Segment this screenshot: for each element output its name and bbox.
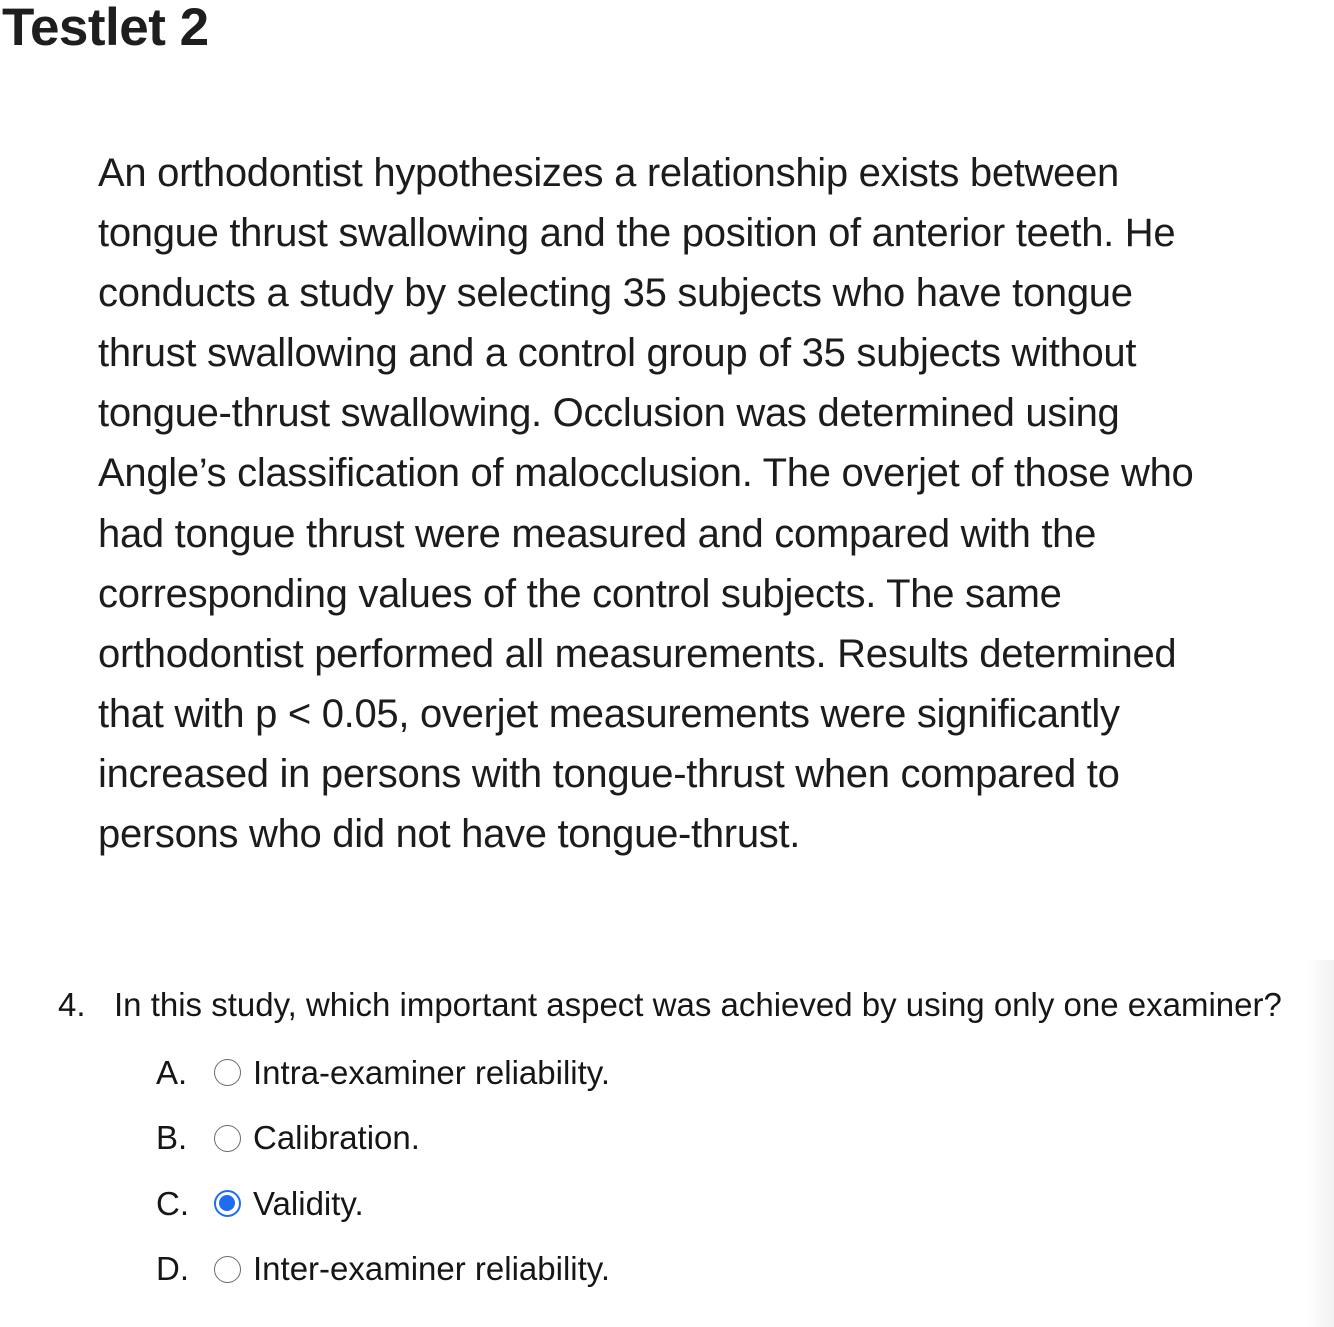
option-letter: C.	[156, 1184, 189, 1222]
option-label: Inter-examiner reliability.	[253, 1250, 611, 1288]
question-text: In this study, which important aspect was achieved by using only one examiner?	[114, 986, 1282, 1023]
passage-text: An orthodontist hypothesizes a relationship exists between tongue thrust swallowing and the position of anterior teeth. He conducts a study by selecting 35 subjects who have tongue thrust swallowing and a control group of 35 subjects without tongue-thrust swallowing. Occlusion was determined using Angle’s classification of malocclusion. The overjet of those who had tongue thrust were measured and compared with the corresponding values of the control subjects. The same orthodontist performed all measurements. Results determined that with p < 0.05, overjet measurements were significantly increased in persons with tongue-thrust when compared to persons who did not have tongue-thrust.	[98, 151, 1194, 857]
radio-button-c[interactable]	[214, 1190, 241, 1217]
panel-edge-shadow	[1306, 960, 1334, 1327]
option-letter: A.	[156, 1053, 188, 1091]
question-number: 4.	[58, 986, 86, 1023]
answer-options	[156, 1040, 610, 1302]
radio-button-a[interactable]	[214, 1059, 241, 1086]
option-label: Intra-examiner reliability.	[253, 1053, 611, 1091]
option-letter: D.	[156, 1250, 189, 1288]
radio-button-d[interactable]	[214, 1256, 241, 1283]
option-d[interactable]	[156, 1237, 610, 1303]
option-label: Validity.	[253, 1184, 364, 1222]
question-stem	[58, 982, 1334, 1028]
option-c[interactable]	[156, 1171, 610, 1237]
page-title: Testlet 2	[2, 0, 209, 57]
option-letter: B.	[156, 1119, 188, 1157]
option-a[interactable]	[156, 1040, 610, 1106]
radio-button-b[interactable]	[214, 1125, 241, 1152]
option-b[interactable]	[156, 1106, 610, 1172]
option-label: Calibration.	[253, 1119, 420, 1157]
